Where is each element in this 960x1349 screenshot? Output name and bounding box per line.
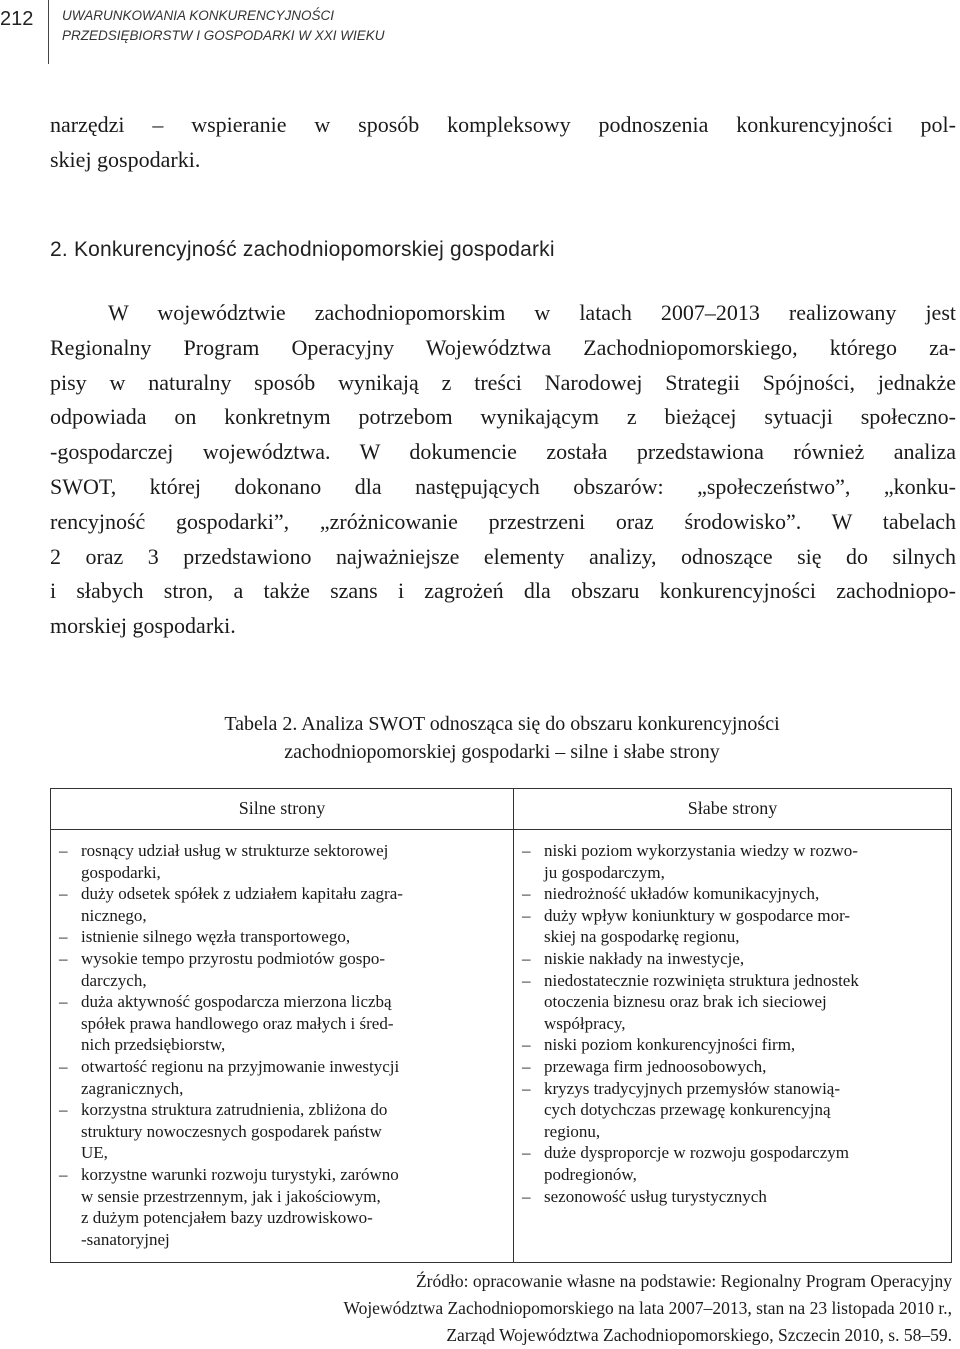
bullet-dash: –	[522, 1143, 531, 1163]
item-text-line: UE,	[81, 1143, 108, 1163]
body-line: i słabych stron, a także szans i zagrożeń dla obszaru konkurencyjności zachodniopo-	[50, 578, 956, 604]
item-text	[81, 1164, 509, 1250]
item-text-line: przewaga firm jednoosobowych,	[544, 1056, 767, 1076]
item-text-line: z dużym potencjałem bazy uzdrowiskowo-	[81, 1208, 373, 1228]
item-text-line: w sensie przestrzennym, jak i jakościowym,	[81, 1186, 381, 1206]
weakness-item	[522, 883, 947, 905]
swot-table	[50, 788, 952, 1263]
body-line: -gospodarczej województwa. W dokumencie została przedstawiona również analiza	[50, 439, 956, 465]
item-text-line: duża aktywność gospodarcza mierzona liczbą	[81, 992, 392, 1012]
item-text-line: wysokie tempo przyrostu podmiotów gospo-	[81, 948, 386, 968]
item-text-line: korzystna struktura zatrudnienia, zbliżona do	[81, 1100, 388, 1120]
item-text-line: cych dotychczas przewagę konkurencyjną	[544, 1100, 831, 1120]
item-text	[544, 1056, 947, 1078]
bullet-dash: –	[59, 884, 68, 904]
item-text	[544, 1034, 947, 1056]
item-text	[81, 926, 509, 948]
item-text-line: regionu,	[544, 1121, 601, 1141]
item-text-line: korzystne warunki rozwoju turystyki, zarówno	[81, 1164, 399, 1184]
intro-line: narzędzi – wspieranie w sposób kompleksowy podnoszenia konkurencyjności pol-	[50, 112, 956, 137]
strength-item	[59, 926, 509, 948]
body-line: odpowiada on konkretnym potrzebom wynikającym z bieżącej sytuacji społeczno-	[50, 404, 956, 430]
table-caption-line-2: zachodniopomorskiej gospodarki – silne i słabe strony	[284, 741, 720, 763]
strength-item	[59, 1056, 509, 1099]
weakness-item	[522, 1078, 947, 1143]
item-text	[81, 883, 509, 926]
section-heading: 2. Konkurencyjność zachodniopomorskiej gospodarki	[50, 238, 555, 261]
weakness-item	[522, 1034, 947, 1056]
item-text-line: podregionów,	[544, 1164, 637, 1184]
running-title-line-1: UWARUNKOWANIA KONKURENCYJNOŚCI	[62, 8, 335, 23]
bullet-dash: –	[522, 1186, 531, 1206]
strengths-cell	[51, 830, 514, 1263]
bullet-dash: –	[522, 905, 531, 925]
item-text-line: duży wpływ koniunktury w gospodarce mor-	[544, 905, 851, 925]
item-text-line: spółek prawa handlowego oraz małych i śred-	[81, 1013, 394, 1033]
source-line-3: Zarząd Województwa Zachodniopomorskiego, Szczecin 2010, s. 58–59.	[446, 1325, 952, 1345]
item-text	[544, 1186, 947, 1208]
table-header-row	[51, 789, 952, 830]
item-text-line: otoczenia biznesu oraz brak ich sieciowej	[544, 992, 827, 1012]
item-text-line: -sanatoryjnej	[81, 1229, 170, 1249]
bullet-dash: –	[522, 841, 531, 860]
bullet-dash: –	[59, 1164, 68, 1184]
strength-item	[59, 948, 509, 991]
body-line: 2 oraz 3 przedstawiono najważniejsze elementy analizy, odnoszące się do silnych	[50, 543, 956, 569]
item-text-line: duże dysproporcje w rozwoju gospodarczym	[544, 1143, 849, 1163]
bullet-dash: –	[522, 1056, 531, 1076]
item-text	[81, 991, 509, 1056]
weaknesses-header: Słabe strony	[514, 789, 952, 830]
running-title-line-2: PRZEDSIĘBIORSTW I GOSPODARKI W XXI WIEKU	[62, 28, 385, 43]
body-line: W województwie zachodniopomorskim w latach 2007–2013 realizowany jest	[108, 300, 956, 325]
item-text-line: niski poziom wykorzystania wiedzy w rozwo-	[544, 841, 858, 860]
item-text-line: nicznego,	[81, 905, 147, 925]
table-caption-line-1: Tabela 2. Analiza SWOT odnosząca się do obszaru konkurencyjności	[224, 713, 780, 735]
item-text-line: sezonowość usług turystycznych	[544, 1186, 767, 1206]
item-text	[544, 1078, 947, 1143]
header-divider	[48, 0, 49, 64]
body-line: morskiej gospodarki.	[50, 613, 236, 639]
item-text-line: kryzys tradycyjnych przemysłów stanowią-	[544, 1078, 840, 1098]
weakness-item	[522, 1142, 947, 1185]
item-text-line: duży odsetek spółek z udziałem kapitału zagra-	[81, 884, 403, 904]
weakness-item	[522, 905, 947, 948]
weakness-item	[522, 970, 947, 1035]
item-text-line: niedrożność układów komunikacyjnych,	[544, 884, 820, 904]
strength-item	[59, 883, 509, 926]
item-text-line: rosnący udział usług w strukturze sektorowej	[81, 841, 389, 860]
body-line: pisy w naturalny sposób wynikają z treści Narodowej Strategii Spójności, jednakże	[50, 369, 956, 395]
bullet-dash: –	[59, 841, 68, 860]
item-text-line: niski poziom konkurencyjności firm,	[544, 1035, 796, 1055]
weakness-item	[522, 948, 947, 970]
item-text	[81, 948, 509, 991]
body-line: SWOT, której dokonano dla następujących obszarów: „społeczeństwo”, „konku-	[50, 473, 956, 499]
item-text	[81, 840, 509, 883]
item-text	[81, 1056, 509, 1099]
strengths-header: Silne strony	[51, 789, 514, 830]
intro-line: skiej gospodarki.	[50, 146, 201, 172]
bullet-dash: –	[59, 1056, 68, 1076]
strength-item	[59, 991, 509, 1056]
running-title	[62, 6, 385, 46]
bullet-dash: –	[59, 927, 68, 947]
bullet-dash: –	[59, 1100, 68, 1120]
page-number: 212	[0, 8, 34, 30]
item-text	[544, 948, 947, 970]
source-line-2: Województwa Zachodniopomorskiego na lata 2007–2013, stan na 23 listopada 2010 r.,	[343, 1298, 952, 1318]
table-body-row	[51, 830, 952, 1263]
item-text-line: zagranicznych,	[81, 1078, 184, 1098]
intro-paragraph	[50, 108, 956, 178]
bullet-dash: –	[522, 884, 531, 904]
body-line: Regionalny Program Operacyjny Województwa Zachodniopomorskiego, którego za-	[50, 334, 956, 360]
bullet-dash: –	[522, 948, 531, 968]
weakness-item	[522, 1056, 947, 1078]
body-line: rencyjność gospodarki”, „zróżnicowanie przestrzeni oraz środowisko”. W tabelach	[50, 508, 956, 534]
weakness-item	[522, 1186, 947, 1208]
item-text-line: niedostatecznie rozwinięta struktura jednostek	[544, 970, 859, 990]
item-text-line: nich przedsiębiorstw,	[81, 1035, 226, 1055]
item-text-line: otwartość regionu na przyjmowanie inwestycji	[81, 1056, 400, 1076]
body-paragraph	[50, 296, 956, 644]
item-text-line: niskie nakłady na inwestycje,	[544, 948, 745, 968]
strength-item	[59, 1099, 509, 1164]
bullet-dash: –	[59, 992, 68, 1012]
weaknesses-cell	[514, 830, 952, 1263]
bullet-dash: –	[522, 1035, 531, 1055]
source-line-1: Źródło: opracowanie własne na podstawie: Regionalny Program Operacyjny	[415, 1271, 952, 1291]
bullet-dash: –	[522, 970, 531, 990]
item-text-line: ju gospodarczym,	[544, 862, 665, 882]
item-text	[81, 1099, 509, 1164]
item-text-line: współpracy,	[544, 1013, 626, 1033]
weakness-item	[522, 840, 947, 883]
table-source	[343, 1268, 952, 1349]
item-text-line: gospodarki,	[81, 862, 161, 882]
item-text-line: skiej na gospodarkę regionu,	[544, 927, 740, 947]
item-text	[544, 840, 947, 883]
item-text	[544, 970, 947, 1035]
bullet-dash: –	[522, 1078, 531, 1098]
item-text	[544, 883, 947, 905]
strength-item	[59, 840, 509, 883]
strength-item	[59, 1164, 509, 1250]
bullet-dash: –	[59, 948, 68, 968]
item-text-line: istnienie silnego węzła transportowego,	[81, 927, 351, 947]
item-text	[544, 905, 947, 948]
item-text	[544, 1142, 947, 1185]
table-caption	[0, 710, 960, 766]
item-text-line: darczych,	[81, 970, 147, 990]
item-text-line: struktury nowoczesnych gospodarek państw	[81, 1121, 382, 1141]
